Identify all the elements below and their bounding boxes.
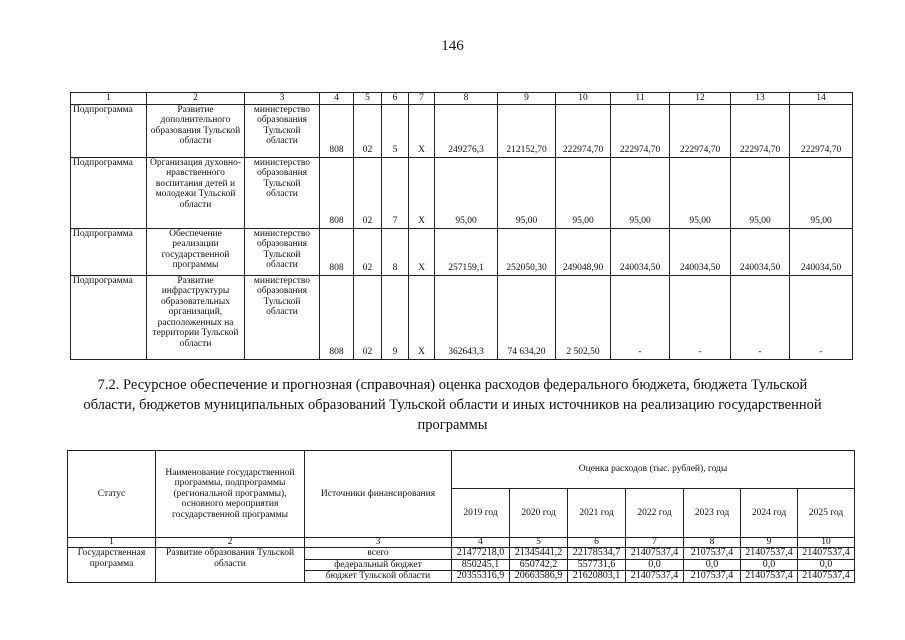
value-cell: 21407537,4 xyxy=(626,571,684,583)
source-cell: федеральный бюджет xyxy=(305,559,452,571)
table-row xyxy=(68,548,855,560)
source-cell: всего xyxy=(305,548,452,560)
value-cell: 7 xyxy=(382,157,409,228)
value-cell: 21407537,4 xyxy=(626,548,684,560)
value-cell: 21407537,4 xyxy=(798,548,855,560)
subprogram-table xyxy=(70,92,853,360)
col-number: 3 xyxy=(305,538,452,548)
value-cell: 21407537,4 xyxy=(741,548,798,560)
col-number: 4 xyxy=(452,538,510,548)
value-cell: 02 xyxy=(354,275,382,359)
value-cell: 650742,2 xyxy=(510,559,568,571)
col-number: 8 xyxy=(684,538,741,548)
value-cell: 0,0 xyxy=(684,559,741,571)
value-cell: Х xyxy=(409,157,435,228)
col-number: 5 xyxy=(510,538,568,548)
status-cell: Подпрограмма xyxy=(71,104,147,157)
value-cell: 95,00 xyxy=(611,157,670,228)
value-cell: 240034,50 xyxy=(670,228,731,275)
value-cell: 0,0 xyxy=(741,559,798,571)
name-cell: Организация духовно-нравственного воспитания детей и молодежи Тульской области xyxy=(147,157,245,228)
value-cell: 8 xyxy=(382,228,409,275)
table-row xyxy=(71,275,853,359)
value-cell: 212152,70 xyxy=(498,104,556,157)
value-cell: 2107537,4 xyxy=(684,548,741,560)
header-funding-source: Источники финансирования xyxy=(305,451,452,538)
value-cell: 02 xyxy=(354,104,382,157)
value-cell: 21407537,4 xyxy=(741,571,798,583)
value-cell: 20355316,9 xyxy=(452,571,510,583)
value-cell: 02 xyxy=(354,228,382,275)
value-cell: 222974,70 xyxy=(670,104,731,157)
status-cell: Государственная программа xyxy=(68,548,156,583)
value-cell: 95,00 xyxy=(670,157,731,228)
program-name-cell: Развитие образования Тульской области xyxy=(156,548,305,583)
column-number-row xyxy=(68,538,855,548)
source-cell: бюджет Тульской области xyxy=(305,571,452,583)
value-cell: 21620803,1 xyxy=(568,571,626,583)
col-header: 9 xyxy=(498,93,556,105)
value-cell: 240034,50 xyxy=(790,228,853,275)
value-cell: 222974,70 xyxy=(611,104,670,157)
value-cell: 95,00 xyxy=(498,157,556,228)
value-cell: 222974,70 xyxy=(790,104,853,157)
col-header: 2 xyxy=(147,93,245,105)
value-cell: 222974,70 xyxy=(731,104,790,157)
status-cell: Подпрограмма xyxy=(71,228,147,275)
col-header: 5 xyxy=(354,93,382,105)
header-program-name: Наименование государственной программы, подпрограммы (региональной программы), основного мероприятия государственной программы xyxy=(156,451,305,538)
page-number: 146 xyxy=(441,38,464,54)
value-cell: 240034,50 xyxy=(611,228,670,275)
value-cell: - xyxy=(790,275,853,359)
col-header: 6 xyxy=(382,93,409,105)
year-header: 2019 год xyxy=(452,489,510,538)
col-header: 13 xyxy=(731,93,790,105)
table-row xyxy=(71,104,853,157)
col-number: 6 xyxy=(568,538,626,548)
col-header: 7 xyxy=(409,93,435,105)
value-cell: 362643,3 xyxy=(435,275,498,359)
year-header: 2022 год xyxy=(626,489,684,538)
value-cell: 21477218,0 xyxy=(452,548,510,560)
value-cell: 20663586,9 xyxy=(510,571,568,583)
col-header: 10 xyxy=(556,93,611,105)
value-cell: 9 xyxy=(382,275,409,359)
value-cell: 808 xyxy=(320,157,354,228)
status-cell: Подпрограмма xyxy=(71,275,147,359)
responsible-cell: министерство образования Тульской области xyxy=(245,275,320,359)
value-cell: 808 xyxy=(320,275,354,359)
year-header: 2023 год xyxy=(684,489,741,538)
year-header: 2024 год xyxy=(741,489,798,538)
name-cell: Развитие дополнительного образования Тульской области xyxy=(147,104,245,157)
funding-table xyxy=(67,450,855,583)
year-header: 2020 год xyxy=(510,489,568,538)
value-cell: - xyxy=(611,275,670,359)
section-heading: 7.2. Ресурсное обеспечение и прогнозная (справочная) оценка расходов федерального бюджета, бюджета Тульской области, бюджетов муниципальных образований Тульской области и иных источников на реализацию государственной программы xyxy=(83,377,822,433)
col-number: 2 xyxy=(156,538,305,548)
status-cell: Подпрограмма xyxy=(71,157,147,228)
value-cell: Х xyxy=(409,104,435,157)
name-cell: Развитие инфраструктуры образовательных организаций, расположенных на территории Тульской области xyxy=(147,275,245,359)
table-row xyxy=(71,157,853,228)
col-number: 7 xyxy=(626,538,684,548)
value-cell: 21407537,4 xyxy=(798,571,855,583)
value-cell: 257159,1 xyxy=(435,228,498,275)
value-cell: 95,00 xyxy=(556,157,611,228)
value-cell: 22178534,7 xyxy=(568,548,626,560)
value-cell: 21345441,2 xyxy=(510,548,568,560)
value-cell: 249048,90 xyxy=(556,228,611,275)
value-cell: 808 xyxy=(320,104,354,157)
col-header: 4 xyxy=(320,93,354,105)
col-number: 9 xyxy=(741,538,798,548)
col-header: 12 xyxy=(670,93,731,105)
year-header: 2021 год xyxy=(568,489,626,538)
value-cell: 808 xyxy=(320,228,354,275)
table-row xyxy=(71,228,853,275)
value-cell: Х xyxy=(409,275,435,359)
col-header: 3 xyxy=(245,93,320,105)
value-cell: 249276,3 xyxy=(435,104,498,157)
value-cell: 0,0 xyxy=(626,559,684,571)
value-cell: 252050,30 xyxy=(498,228,556,275)
year-header: 2025 год xyxy=(798,489,855,538)
value-cell: 0,0 xyxy=(798,559,855,571)
value-cell: 5 xyxy=(382,104,409,157)
col-header: 8 xyxy=(435,93,498,105)
name-cell: Обеспечение реализации государственной программы xyxy=(147,228,245,275)
header-status: Статус xyxy=(68,451,156,538)
value-cell: 02 xyxy=(354,157,382,228)
col-header: 14 xyxy=(790,93,853,105)
value-cell: 95,00 xyxy=(731,157,790,228)
value-cell: - xyxy=(670,275,731,359)
responsible-cell: министерство образования Тульской области xyxy=(245,157,320,228)
col-header: 11 xyxy=(611,93,670,105)
col-number: 10 xyxy=(798,538,855,548)
value-cell: 2107537,4 xyxy=(684,571,741,583)
table-header-row xyxy=(71,93,853,105)
responsible-cell: министерство образования Тульской области xyxy=(245,228,320,275)
value-cell: 2 502,50 xyxy=(556,275,611,359)
col-header: 1 xyxy=(71,93,147,105)
value-cell: 95,00 xyxy=(435,157,498,228)
value-cell: 95,00 xyxy=(790,157,853,228)
value-cell: Х xyxy=(409,228,435,275)
value-cell: 850245,1 xyxy=(452,559,510,571)
col-number: 1 xyxy=(68,538,156,548)
value-cell: 74 634,20 xyxy=(498,275,556,359)
header-estimate: Оценка расходов (тыс. рублей), годы xyxy=(452,451,855,489)
value-cell: - xyxy=(731,275,790,359)
responsible-cell: министерство образования Тульской области xyxy=(245,104,320,157)
value-cell: 222974,70 xyxy=(556,104,611,157)
value-cell: 240034,50 xyxy=(731,228,790,275)
value-cell: 557731,6 xyxy=(568,559,626,571)
